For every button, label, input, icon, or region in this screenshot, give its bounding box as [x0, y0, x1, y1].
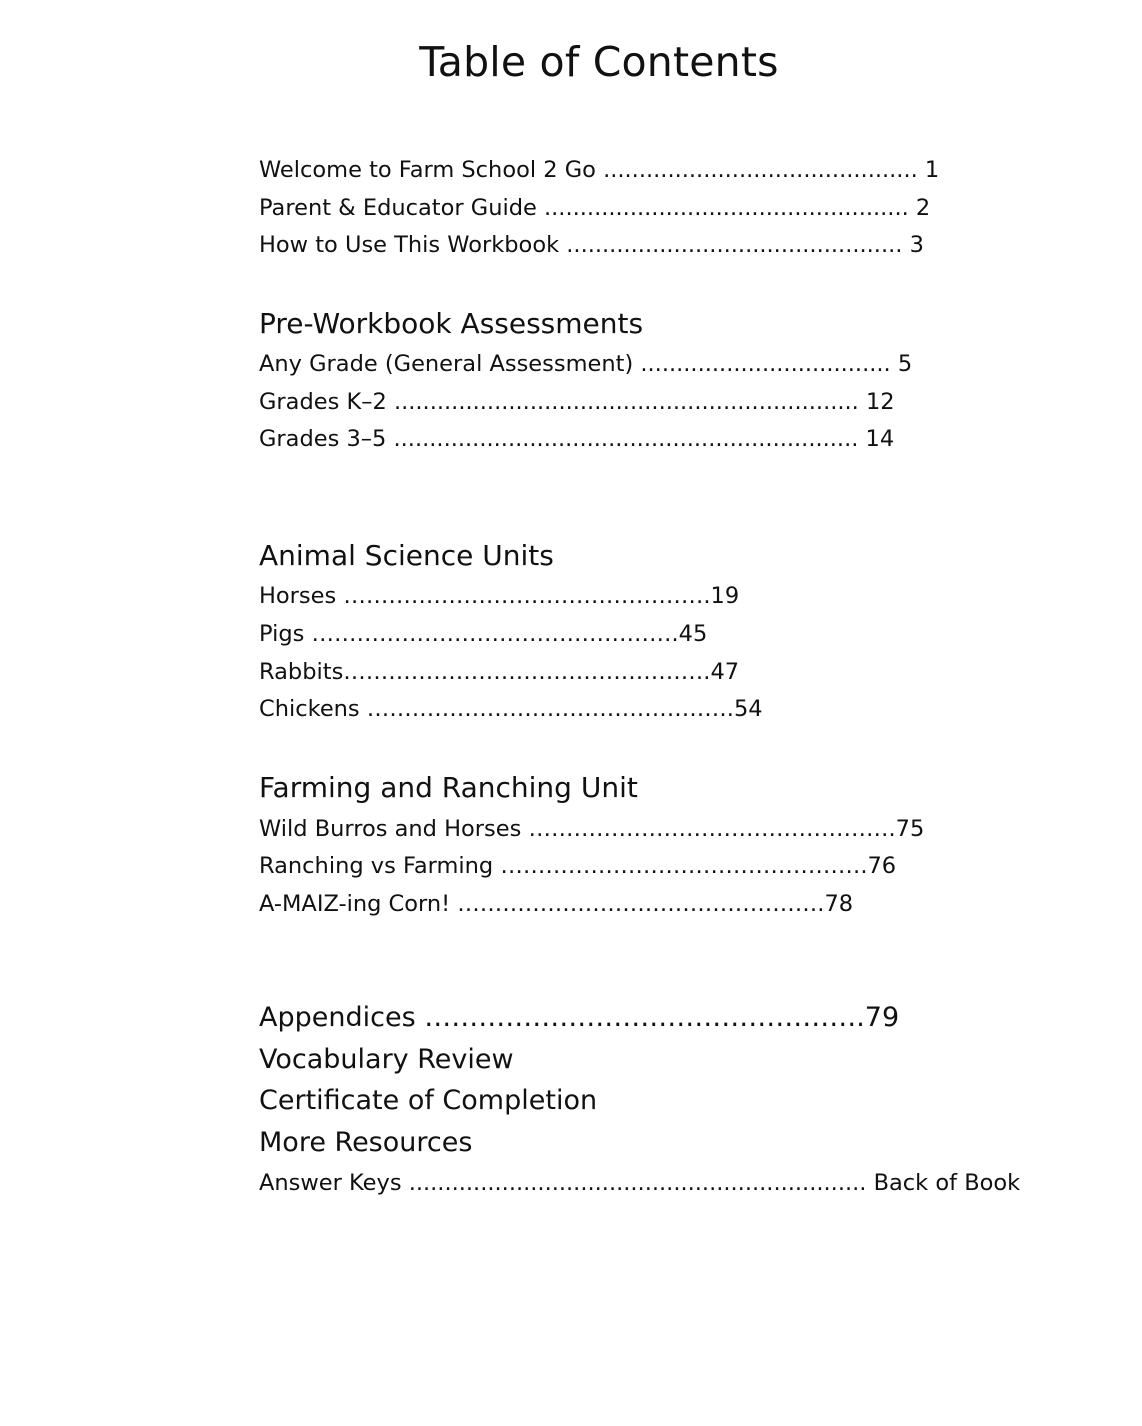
toc-entry-answer-keys[interactable]: Answer Keys ................................................................ Back of Book: [259, 1170, 1021, 1196]
toc-entry-wild-burros[interactable]: Wild Burros and Horses ………………………………………….75: [259, 816, 925, 842]
section-heading-farming-ranching: Farming and Ranching Unit: [259, 771, 638, 804]
toc-entry-parent-guide[interactable]: Parent & Educator Guide ................................................... 2: [259, 195, 931, 221]
toc-entry-welcome[interactable]: Welcome to Farm School 2 Go ............................................ 1: [259, 157, 940, 183]
section-heading-assessments: Pre-Workbook Assessments: [259, 307, 644, 340]
toc-entry-horses[interactable]: Horses ………………………………………….19: [259, 583, 740, 609]
toc-entry-any-grade[interactable]: Any Grade (General Assessment) ................................... 5: [259, 351, 913, 377]
toc-entry-vocabulary-review[interactable]: Vocabulary Review: [259, 1044, 514, 1075]
toc-entry-chickens[interactable]: Chickens ………………………………………….54: [259, 696, 763, 722]
toc-entry-grades-k2[interactable]: Grades K–2 ................................................................. 12: [259, 389, 895, 415]
toc-entry-more-resources[interactable]: More Resources: [259, 1127, 473, 1158]
toc-entry-appendices[interactable]: Appendices ………………………………………….79: [259, 1002, 900, 1033]
section-heading-animal-science: Animal Science Units: [259, 539, 554, 572]
toc-entry-ranching-vs-farming[interactable]: Ranching vs Farming ………………………………………….76: [259, 853, 897, 879]
toc-entry-how-to-use[interactable]: How to Use This Workbook ............................................... 3: [259, 232, 924, 258]
toc-entry-corn[interactable]: A-MAIZ-ing Corn! ………………………………………….78: [259, 891, 854, 917]
page-title: Table of Contents: [419, 38, 779, 86]
toc-entry-certificate[interactable]: Certificate of Completion: [259, 1085, 598, 1116]
toc-entry-grades-35[interactable]: Grades 3–5 ................................................................. 14: [259, 426, 895, 452]
toc-entry-rabbits[interactable]: Rabbits………………………………………….47: [259, 659, 740, 685]
toc-entry-pigs[interactable]: Pigs ………………………………………….45: [259, 621, 708, 647]
